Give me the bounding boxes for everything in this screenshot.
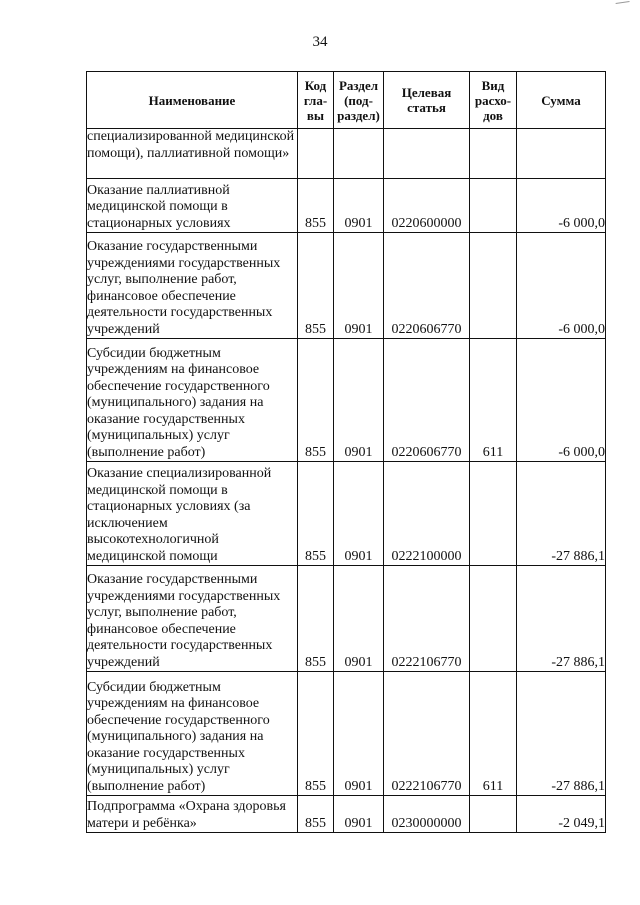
row-ved: 855 — [298, 462, 334, 566]
row-exp-type — [470, 462, 517, 566]
row-sum: -6 000,0 — [517, 233, 606, 339]
table-header-row — [87, 72, 606, 129]
row-target: 0220600000 — [384, 179, 470, 233]
row-section: 0901 — [334, 566, 384, 672]
row-target: 0222106770 — [384, 672, 470, 796]
table-row — [87, 233, 606, 339]
table-row — [87, 566, 606, 672]
row-section: 0901 — [334, 233, 384, 339]
row-sum: -6 000,0 — [517, 339, 606, 462]
header-section: Раздел (под-раздел) — [334, 72, 384, 129]
row-exp-type: 611 — [470, 339, 517, 462]
row-name: специализированной медицинской помощи), паллиативной помощи» — [87, 129, 298, 179]
row-name: Субсидии бюджетным учреждениям на финансовое обеспечение государственного (муниципального) задания на оказание государственных (муниципальных) услуг (выполнение работ) — [87, 672, 298, 796]
header-target: Целевая статья — [384, 72, 470, 129]
row-exp-type — [470, 129, 517, 179]
row-name: Оказание государственными учреждениями государственных услуг, выполнение работ, финансовое обеспечение деятельности государственных учреждений — [87, 233, 298, 339]
row-ved: 855 — [298, 339, 334, 462]
row-ved: 855 — [298, 566, 334, 672]
row-exp-type — [470, 179, 517, 233]
row-ved: 855 — [298, 796, 334, 833]
header-exp-type: Вид расхо-дов — [470, 72, 517, 129]
header-name: Наименование — [87, 72, 298, 129]
row-sum: -27 886,1 — [517, 566, 606, 672]
row-target: 0222100000 — [384, 462, 470, 566]
row-sum — [517, 129, 606, 179]
row-section: 0901 — [334, 796, 384, 833]
header-ved: Код гла-вы — [298, 72, 334, 129]
row-ved: 855 — [298, 672, 334, 796]
row-sum: -6 000,0 — [517, 179, 606, 233]
row-target: 0220606770 — [384, 339, 470, 462]
table-row — [87, 339, 606, 462]
table-row — [87, 796, 606, 833]
row-sum: -2 049,1 — [517, 796, 606, 833]
table-row — [87, 129, 606, 179]
row-exp-type — [470, 796, 517, 833]
budget-table — [86, 71, 606, 833]
row-ved: 855 — [298, 179, 334, 233]
row-name: Оказание государственными учреждениями государственных услуг, выполнение работ, финансовое обеспечение деятельности государственных учреждений — [87, 566, 298, 672]
table-row — [87, 672, 606, 796]
row-name: Оказание специализированной медицинской помощи в стационарных условиях (за исключением высокотехнологичной медицинской помощи — [87, 462, 298, 566]
row-section — [334, 129, 384, 179]
row-name: Оказание паллиативной медицинской помощи в стационарных условиях — [87, 179, 298, 233]
row-name: Подпрограмма «Охрана здоровья матери и ребёнка» — [87, 796, 298, 833]
row-target: 0230000000 — [384, 796, 470, 833]
scan-corner-mark — [616, 1, 631, 10]
page-number: 34 — [312, 34, 328, 50]
row-sum: -27 886,1 — [517, 462, 606, 566]
row-exp-type — [470, 566, 517, 672]
row-exp-type — [470, 233, 517, 339]
row-ved — [298, 129, 334, 179]
row-exp-type: 611 — [470, 672, 517, 796]
row-section: 0901 — [334, 462, 384, 566]
row-name: Субсидии бюджетным учреждениям на финансовое обеспечение государственного (муниципального) задания на оказание государственных (муниципальных) услуг (выполнение работ) — [87, 339, 298, 462]
row-target: 0220606770 — [384, 233, 470, 339]
row-ved: 855 — [298, 233, 334, 339]
row-target: 0222106770 — [384, 566, 470, 672]
header-sum: Сумма — [517, 72, 606, 129]
row-section: 0901 — [334, 339, 384, 462]
row-target — [384, 129, 470, 179]
row-section: 0901 — [334, 179, 384, 233]
row-sum: -27 886,1 — [517, 672, 606, 796]
row-section: 0901 — [334, 672, 384, 796]
table-row — [87, 462, 606, 566]
table-row — [87, 179, 606, 233]
